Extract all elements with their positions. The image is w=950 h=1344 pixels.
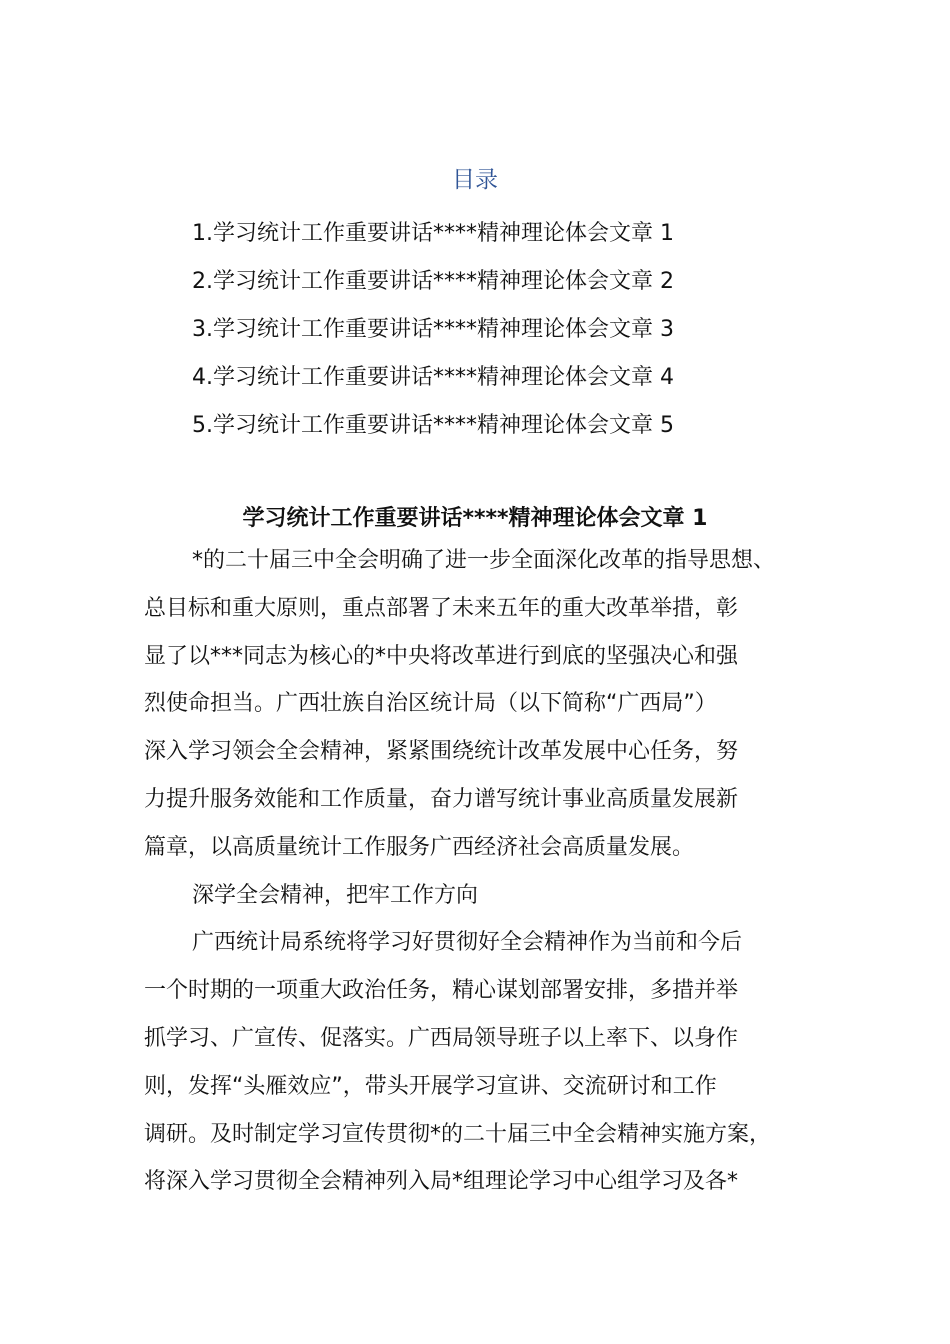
- body-line: 烈使命担当。广西壮族自治区统计局（以下简称“广西局”）: [144, 691, 717, 717]
- body-line: 篇章，以高质量统计工作服务广西经济社会高质量发展。: [144, 834, 695, 860]
- body-line: 显了以***同志为核心的*中央将改革进行到底的坚强决心和强: [144, 643, 739, 669]
- body-line: 将深入学习贯彻全会精神列入局*组理论学习中心组学习及各*: [144, 1169, 739, 1195]
- body-line: 抓学习、广宣传、促落实。广西局领导班子以上率下、以身作: [144, 1025, 739, 1051]
- toc-item-3[interactable]: 3.学习统计工作重要讲话****精神理论体会文章 3: [192, 317, 674, 342]
- toc-title: 目录: [452, 167, 498, 193]
- toc-item-1[interactable]: 1.学习统计工作重要讲话****精神理论体会文章 1: [192, 221, 674, 246]
- body-line: 力提升服务效能和工作质量，奋力谱写统计事业高质量发展新: [144, 786, 739, 812]
- body-line: 广西统计局系统将学习好贯彻好全会精神作为当前和今后: [192, 930, 743, 956]
- article-title: 学习统计工作重要讲话****精神理论体会文章 1: [242, 506, 708, 531]
- section-heading: 深学全会精神，把牢工作方向: [192, 882, 479, 908]
- body-line: 则，发挥“头雁效应”，带头开展学习宣讲、交流研讨和工作: [144, 1073, 717, 1099]
- toc-item-2[interactable]: 2.学习统计工作重要讲话****精神理论体会文章 2: [192, 269, 674, 294]
- body-line: 一个时期的一项重大政治任务，精心谋划部署安排，多措并举: [144, 978, 739, 1004]
- body-line: *的二十届三中全会明确了进一步全面深化改革的指导思想、: [192, 548, 776, 573]
- toc-list: [192, 217, 674, 457]
- toc-item-5[interactable]: 5.学习统计工作重要讲话****精神理论体会文章 5: [192, 413, 674, 438]
- body-line: 总目标和重大原则，重点部署了未来五年的重大改革举措，彰: [144, 595, 739, 621]
- body-line: 深入学习领会全会精神，紧紧围绕统计改革发展中心任务，努: [144, 739, 739, 765]
- article-body: [144, 544, 834, 1213]
- body-line: 调研。及时制定学习宣传贯彻*的二十届三中全会精神实施方案，: [144, 1121, 772, 1147]
- toc-item-4[interactable]: 4.学习统计工作重要讲话****精神理论体会文章 4: [192, 365, 674, 390]
